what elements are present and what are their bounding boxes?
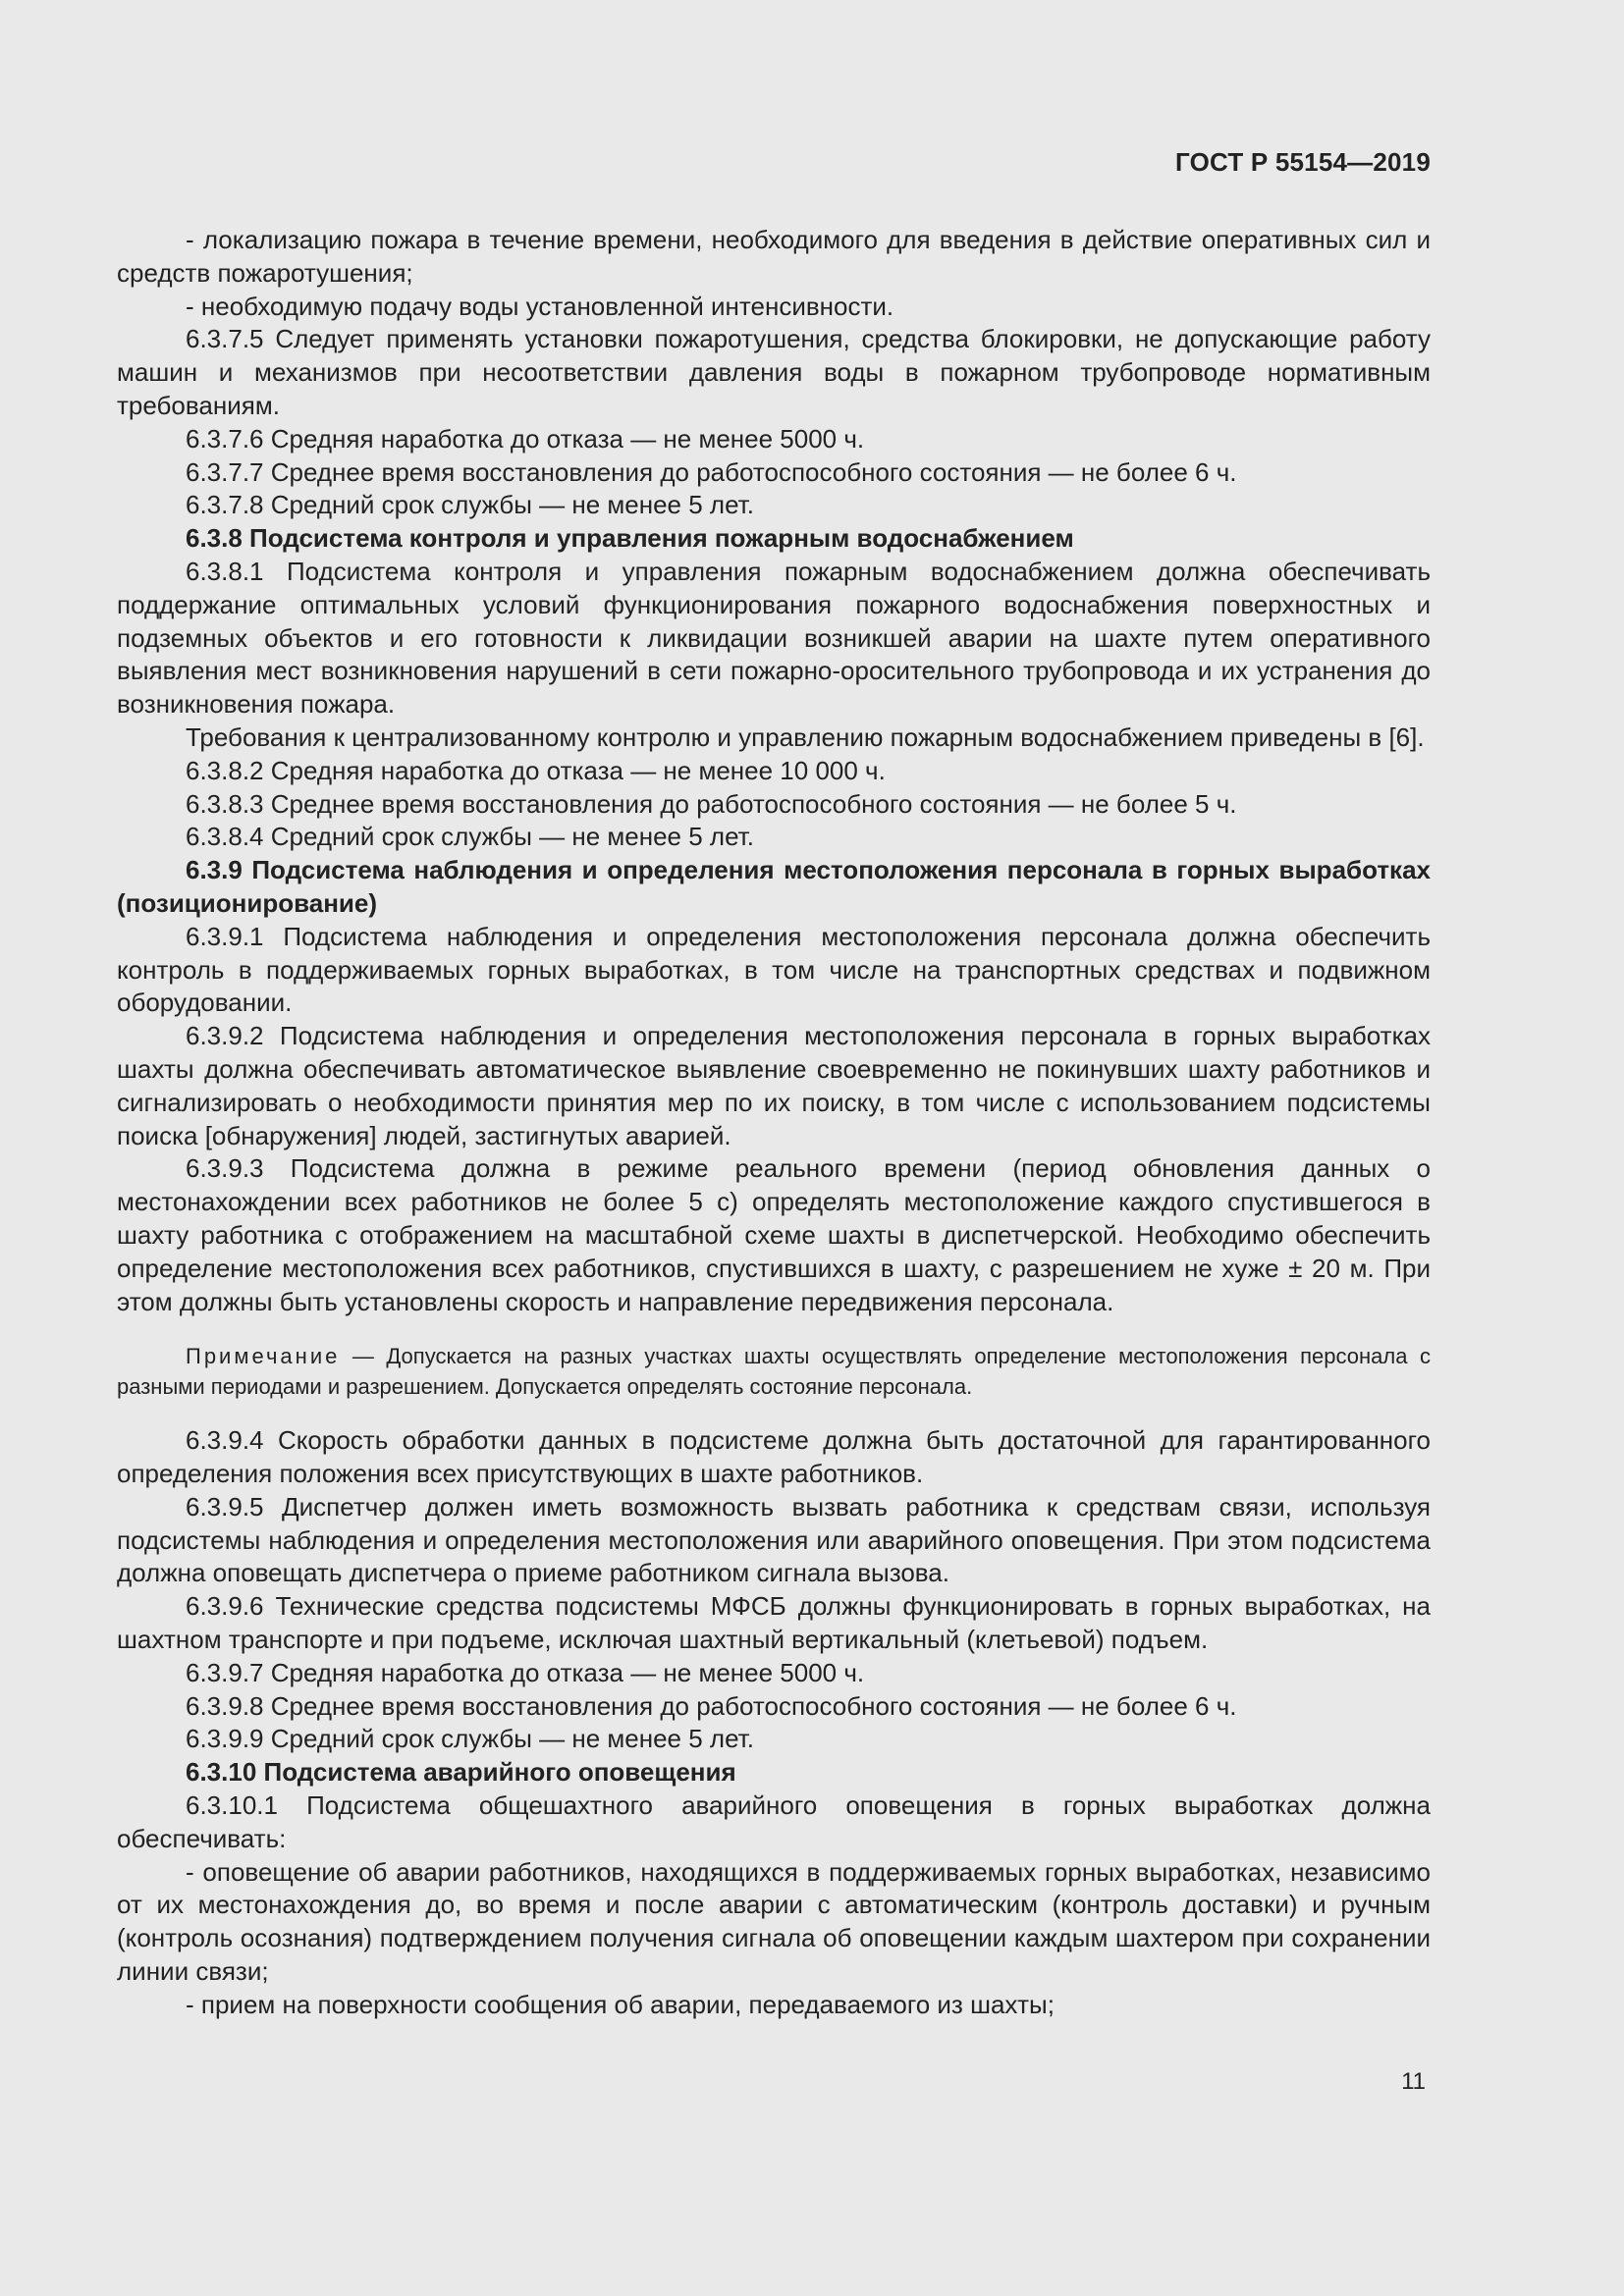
paragraph: 6.3.9.2 Подсистема наблюдения и определения местоположения персонала в горных выработках шахты должна обеспечивать автоматическое выявление своевременно не покинувших шахту работников и сигнализировать о необходимости принятия мер по их поиску, в том числе с использованием подсистемы поиска [обнаружения] людей, застигнутых аварией. bbox=[117, 1021, 1431, 1150]
paragraph: 6.3.8.4 Средний срок службы — не менее 5 лет. bbox=[186, 822, 754, 852]
list-item: - локализацию пожара в течение времени, необходимого для введения в действие оперативных сил и средств пожаротушения; bbox=[117, 225, 1431, 288]
document-code-header: ГОСТ Р 55154—2019 bbox=[1175, 147, 1431, 177]
paragraph: 6.3.9.4 Скорость обработки данных в подсистеме должна быть достаточной для гарантированного определения положения всех присутствующих в шахте работников. bbox=[117, 1425, 1431, 1489]
section-heading: 6.3.8 Подсистема контроля и управления пожарным водоснабжением bbox=[186, 523, 1074, 554]
paragraph: Требования к централизованному контролю и управлению пожарным водоснабжением приведены в [6]. bbox=[186, 721, 1425, 752]
note-label: Примечание bbox=[186, 1344, 341, 1369]
paragraph: 6.3.9.1 Подсистема наблюдения и определения местоположения персонала должна обеспечить контроль в поддерживаемых горных выработках, в том числе на транспортных средствах и подвижном оборудовании. bbox=[117, 921, 1431, 1018]
note-text: — Допускается на разных участках шахты осуществлять определение местоположения персонала с разными периодами и разрешением. Допускается определять состояние персонала. bbox=[117, 1344, 1431, 1400]
paragraph: 6.3.10.1 Подсистема общешахтного аварийного оповещения в горных выработках должна обеспечивать: bbox=[117, 1790, 1431, 1853]
paragraph: 6.3.9.9 Средний срок службы — не менее 5 лет. bbox=[186, 1724, 754, 1754]
paragraph: 6.3.8.1 Подсистема контроля и управления пожарным водоснабжением должна обеспечивать поддержание оптимальных условий функционирования пожарного водоснабжения поверхностных и подземных объектов и его готовности к ликвидации возникшей аварии на шахте путем оперативного выявления мест возникновения нарушений в сети пожарно-оросительного трубопровода и их устранения до возникновения пожара. bbox=[117, 556, 1431, 720]
paragraph: 6.3.9.8 Среднее время восстановления до работоспособного состояния — не более 6 ч. bbox=[186, 1690, 1237, 1721]
paragraph: 6.3.7.6 Средняя наработка до отказа — не менее 5000 ч. bbox=[186, 423, 865, 454]
list-item: - необходимую подачу воды установленной интенсивности. bbox=[186, 291, 894, 321]
paragraph: 6.3.9.6 Технические средства подсистемы МФСБ должны функционировать в горных выработках, на шахтном транспорте и при подъеме, исключая шахтный вертикальный (клетьевой) подъем. bbox=[117, 1591, 1431, 1655]
paragraph: 6.3.9.7 Средняя наработка до отказа — не менее 5000 ч. bbox=[186, 1657, 865, 1687]
page-number: 11 bbox=[1401, 2068, 1426, 2095]
document-body bbox=[117, 224, 1431, 2022]
paragraph: 6.3.9.3 Подсистема должна в режиме реального времени (период обновления данных о местонахождении всех работников не более 5 с) определять местоположение каждого спустившегося в шахту работника с отображением на масштабной схеме шахты в диспетчерской. Необходимо обеспечить определение местоположения всех работников, спустившихся в шахту, с разрешением не хуже ± 20 м. При этом должны быть установлены скорость и направление передвижения персонала. bbox=[117, 1153, 1431, 1316]
section-heading: 6.3.10 Подсистема аварийного оповещения bbox=[186, 1757, 736, 1788]
paragraph: 6.3.7.8 Средний срок службы — не менее 5 лет. bbox=[186, 490, 754, 520]
section-heading: 6.3.9 Подсистема наблюдения и определения местоположения персонала в горных выработках (позиционирование) bbox=[117, 855, 1431, 918]
paragraph: 6.3.7.5 Следует применять установки пожаротушения, средства блокировки, не допускающие работу машин и механизмов при несоответствии давления воды в пожарном трубопроводе нормативным требованиям. bbox=[117, 324, 1431, 420]
paragraph: 6.3.9.5 Диспетчер должен иметь возможность вызвать работника к средствам связи, используя подсистемы наблюдения и определения местоположения или аварийного оповещения. При этом подсистема должна оповещать диспетчера о приеме работником сигнала вызова. bbox=[117, 1491, 1431, 1588]
list-item: - прием на поверхности сообщения об аварии, передаваемого из шахты; bbox=[186, 1989, 1055, 2019]
paragraph: 6.3.8.2 Средняя наработка до отказа — не менее 10 000 ч. bbox=[186, 755, 886, 785]
list-item: - оповещение об аварии работников, находящихся в поддерживаемых горных выработках, независимо от их местонахождения до, во время и после аварии с автоматическим (контроль доставки) и ручным (контроль осознания) подтверждением получения сигнала об оповещении каждым шахтером при сохранении линии связи; bbox=[117, 1856, 1431, 1987]
paragraph: 6.3.7.7 Среднее время восстановления до работоспособного состояния — не более 6 ч. bbox=[186, 456, 1237, 487]
paragraph: 6.3.8.3 Среднее время восстановления до работоспособного состояния — не более 5 ч. bbox=[186, 788, 1237, 819]
note bbox=[117, 1341, 1431, 1402]
